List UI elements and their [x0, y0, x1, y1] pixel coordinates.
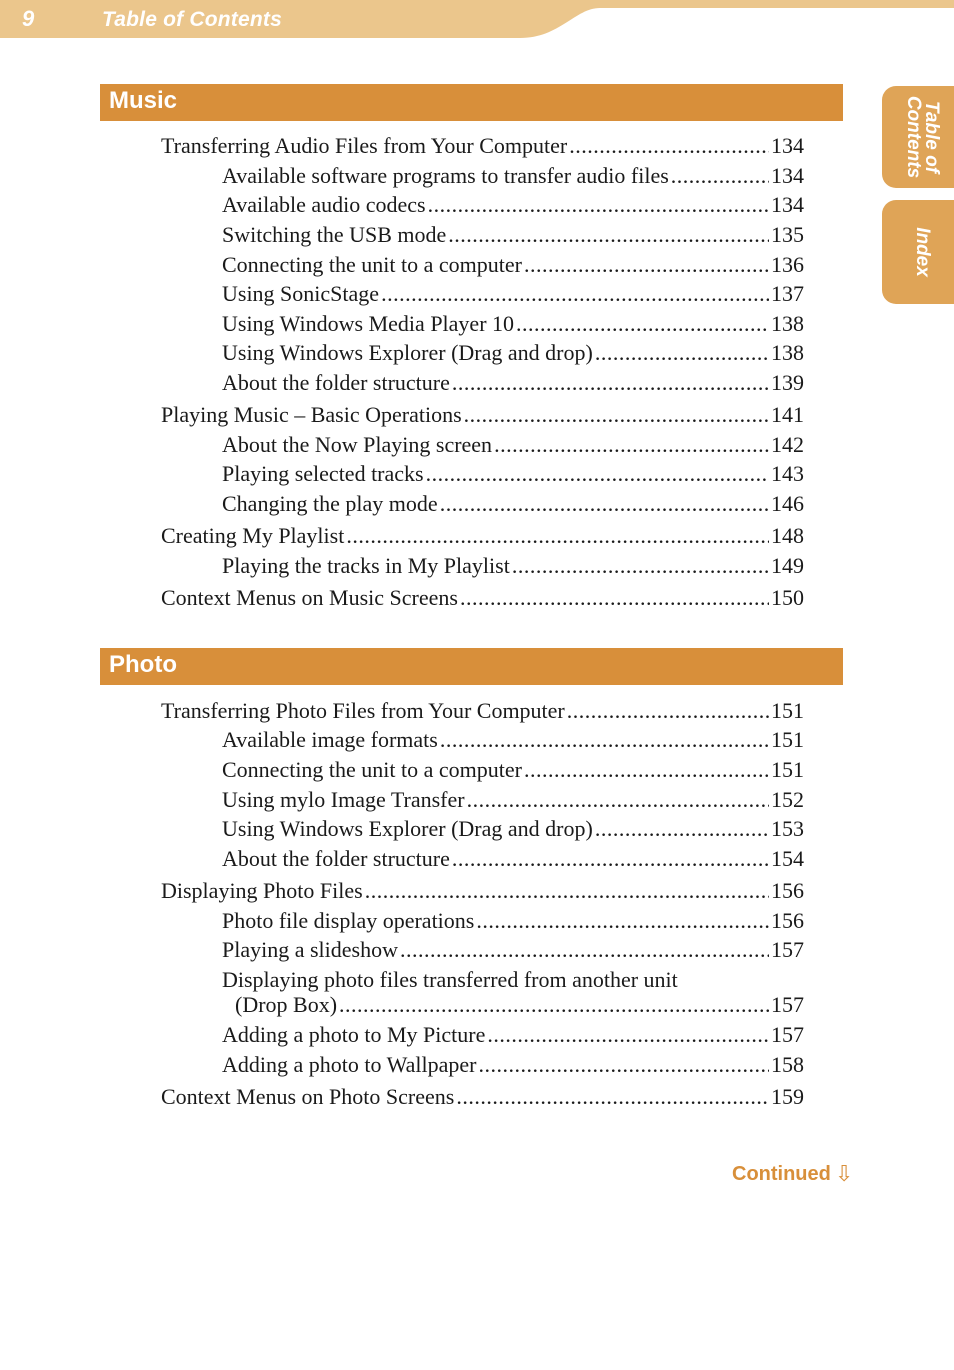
- toc-entry[interactable]: [222, 908, 804, 934]
- entry-text: Playing Music – Basic Operations: [161, 402, 462, 427]
- entry-text: About the folder structure: [222, 370, 450, 395]
- entry-text: Playing a slideshow: [222, 937, 398, 962]
- leader-dots: [567, 698, 769, 724]
- leader-dots: [487, 1022, 769, 1048]
- toc-entry[interactable]: [222, 281, 804, 307]
- toc-entry[interactable]: [161, 523, 804, 549]
- entry-page: 139: [771, 370, 804, 395]
- entry-page: 142: [771, 432, 804, 457]
- entry-page: 146: [771, 491, 804, 516]
- toc-entry[interactable]: [235, 992, 804, 1018]
- toc-entry[interactable]: [222, 461, 804, 487]
- leader-dots: [494, 432, 769, 458]
- page-header: [0, 0, 954, 40]
- down-arrow-icon: ⇩: [834, 1161, 854, 1186]
- entry-page: 149: [771, 553, 804, 578]
- tab-table-of-contents[interactable]: [882, 86, 954, 188]
- page-number: 9: [22, 6, 35, 31]
- toc-entry[interactable]: [222, 937, 804, 963]
- entry-text: About the folder structure: [222, 846, 450, 871]
- section-title: Music: [109, 87, 178, 114]
- toc-entry[interactable]: [161, 585, 804, 611]
- leader-dots: [516, 311, 769, 337]
- entry-page: 148: [771, 523, 804, 548]
- leader-dots: [595, 816, 769, 842]
- entry-text: Transferring Photo Files from Your Computer: [161, 698, 565, 723]
- toc-entry[interactable]: [222, 370, 804, 396]
- entry-text: Available software programs to transfer audio files: [222, 163, 669, 188]
- toc-entry[interactable]: [222, 787, 804, 813]
- leader-dots: [512, 553, 769, 579]
- entry-page: 157: [771, 937, 804, 962]
- header-title: Table of Contents: [102, 8, 282, 31]
- entry-page: 138: [771, 311, 804, 336]
- leader-dots: [381, 281, 769, 307]
- toc-entry[interactable]: [161, 1084, 804, 1110]
- entry-page: 137: [771, 281, 804, 306]
- entry-text: Transferring Audio Files from Your Computer: [161, 133, 568, 158]
- entry-text: Displaying Photo Files: [161, 878, 363, 903]
- entry-page: 157: [771, 992, 804, 1017]
- entry-page: 151: [771, 757, 804, 782]
- leader-dots: [524, 757, 769, 783]
- leader-dots: [478, 1052, 769, 1078]
- toc-entry[interactable]: [161, 402, 804, 428]
- entry-page: 151: [771, 698, 804, 723]
- toc-entry[interactable]: [222, 846, 804, 872]
- entry-text: Connecting the unit to a computer: [222, 757, 522, 782]
- entry-page: 134: [771, 133, 804, 158]
- leader-dots: [464, 402, 769, 428]
- leader-dots: [467, 787, 769, 813]
- entry-text: About the Now Playing screen: [222, 432, 493, 457]
- entry-page: 134: [771, 192, 804, 217]
- entry-page: 152: [771, 787, 804, 812]
- entry-page: 154: [771, 846, 804, 871]
- entry-text: Using Windows Explorer (Drag and drop): [222, 816, 593, 841]
- entry-text: Switching the USB mode: [222, 222, 447, 247]
- toc-entry[interactable]: [222, 816, 804, 842]
- leader-dots: [452, 846, 769, 872]
- leader-dots: [524, 252, 769, 278]
- entry-page: 159: [771, 1084, 804, 1109]
- entry-text: Connecting the unit to a computer: [222, 252, 522, 277]
- entry-page: 138: [771, 340, 804, 365]
- tab-toc-label: Table of Contents: [903, 95, 942, 179]
- toc-entry[interactable]: [222, 553, 804, 579]
- leader-dots: [671, 163, 769, 189]
- leader-dots: [346, 523, 769, 549]
- entry-text: Playing the tracks in My Playlist: [222, 553, 510, 578]
- leader-dots: [460, 585, 769, 611]
- entry-page: 150: [771, 585, 804, 610]
- leader-dots: [400, 937, 769, 963]
- entry-text: Context Menus on Photo Screens: [161, 1084, 455, 1109]
- leader-dots: [426, 461, 769, 487]
- entry-text: Playing selected tracks: [222, 461, 424, 486]
- entry-text: Using Windows Media Player 10: [222, 311, 515, 336]
- entry-text: Adding a photo to Wallpaper: [222, 1052, 477, 1077]
- entry-page: 153: [771, 816, 804, 841]
- entry-page: 157: [771, 1022, 804, 1047]
- continued-label: Continued: [732, 1162, 831, 1185]
- toc-entry[interactable]: [222, 340, 804, 366]
- toc-entry[interactable]: [222, 192, 804, 218]
- continued-link[interactable]: [732, 1161, 853, 1187]
- entry-text: Creating My Playlist: [161, 523, 345, 548]
- entry-text: Using SonicStage: [222, 281, 380, 306]
- entry-page: 136: [771, 252, 804, 277]
- entry-page: 141: [771, 402, 804, 427]
- entry-text: Using mylo Image Transfer: [222, 787, 465, 812]
- toc-entry[interactable]: [222, 432, 804, 458]
- toc-entry[interactable]: [222, 311, 804, 337]
- tab-index-label: Index: [912, 227, 933, 277]
- toc-entry[interactable]: [161, 698, 804, 724]
- entry-page: 151: [771, 727, 804, 752]
- toc-entry[interactable]: [222, 1022, 804, 1048]
- entry-text: Adding a photo to My Picture: [222, 1022, 486, 1047]
- section-header-music: [100, 84, 843, 121]
- leader-dots: [456, 1084, 769, 1110]
- entry-text: (Drop Box): [235, 992, 338, 1017]
- entry-text: Photo file display operations: [222, 908, 475, 933]
- leader-dots: [428, 192, 769, 218]
- leader-dots: [595, 340, 769, 366]
- toc-entry-first-line[interactable]: Displaying photo files transferred from another unit: [222, 967, 678, 992]
- toc-entry[interactable]: [161, 133, 804, 159]
- leader-dots: [339, 992, 769, 1018]
- toc-entry[interactable]: [161, 878, 804, 904]
- toc-entry[interactable]: [222, 491, 804, 517]
- entry-page: 135: [771, 222, 804, 247]
- leader-dots: [452, 370, 769, 396]
- leader-dots: [448, 222, 769, 248]
- entry-page: 156: [771, 908, 804, 933]
- leader-dots: [365, 878, 769, 904]
- toc-entry[interactable]: [222, 163, 804, 189]
- entry-page: 143: [771, 461, 804, 486]
- section-title: Photo: [109, 651, 177, 678]
- section-header-photo: [100, 648, 843, 685]
- leader-dots: [440, 727, 769, 753]
- entry-text: Available audio codecs: [222, 192, 426, 217]
- entry-page: 158: [771, 1052, 804, 1077]
- entry-text: Using Windows Explorer (Drag and drop): [222, 340, 593, 365]
- leader-dots: [440, 491, 769, 517]
- toc-entry[interactable]: [222, 727, 804, 753]
- leader-dots: [476, 908, 769, 934]
- entry-page: 134: [771, 163, 804, 188]
- tab-index[interactable]: [882, 200, 954, 304]
- toc-entry[interactable]: [222, 1052, 804, 1078]
- entry-text: Context Menus on Music Screens: [161, 585, 458, 610]
- toc-entry[interactable]: [222, 757, 804, 783]
- toc-entry[interactable]: [222, 252, 804, 278]
- entry-page: 156: [771, 878, 804, 903]
- entry-text: Changing the play mode: [222, 491, 438, 516]
- leader-dots: [569, 133, 769, 159]
- entry-text: Available image formats: [222, 727, 438, 752]
- toc-entry[interactable]: [222, 222, 804, 248]
